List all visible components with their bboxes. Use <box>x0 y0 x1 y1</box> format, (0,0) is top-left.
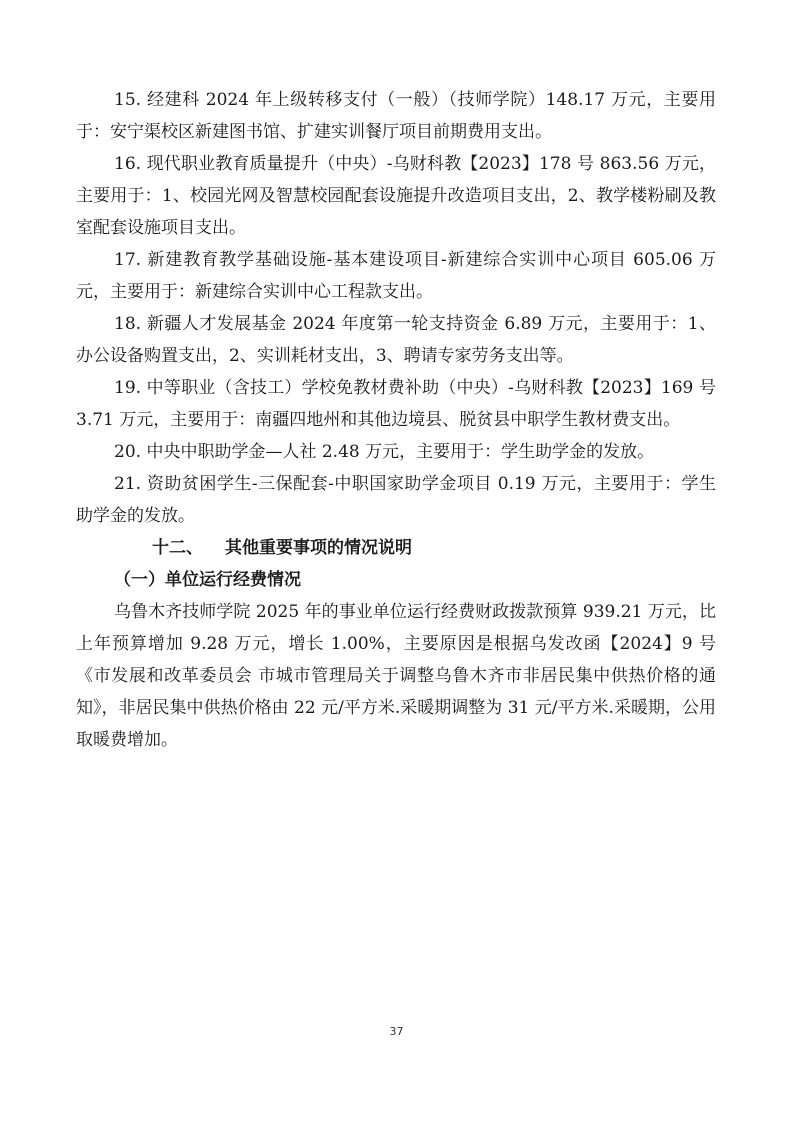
subsection-heading: （一）单位运行经费情况 <box>114 570 301 590</box>
page-number: 37 <box>389 1025 404 1038</box>
section-title: 其他重要事项的情况说明 <box>225 538 412 558</box>
page-content <box>76 84 716 756</box>
body-paragraph: 乌鲁木齐技师学院 2025 年的事业单位运行经费财政拨款预算 939.21 万元，比上年预算增加 9.28 万元，增长 1.00%，主要原因是根据乌发改函【2024】9 号《市发展和改革委员会 市城市管理局关于调整乌鲁木齐市非居民集中供热价格的通知》，非居民集中供热价格由 22 元/平方米.采暖期调整为 31 元/平方米.采暖期，公用取暖费增加。 <box>76 602 716 750</box>
section-number: 十二、 <box>152 538 203 558</box>
list-item-18: 18. 新疆人才发展基金 2024 年度第一轮支持资金 6.89 万元，主要用于：1、办公设备购置支出，2、实训耗材支出，3、聘请专家劳务支出等。 <box>76 314 716 366</box>
section-heading <box>76 532 716 564</box>
list-item-21: 21. 资助贫困学生-三保配套-中职国家助学金项目 0.19 万元，主要用于：学生助学金的发放。 <box>76 474 716 526</box>
list-item-17: 17. 新建教育教学基础设施-基本建设项目-新建综合实训中心项目 605.06 万元，主要用于：新建综合实训中心工程款支出。 <box>76 250 716 302</box>
list-item-16: 16. 现代职业教育质量提升（中央）-乌财科教【2023】178 号 863.56 万元，主要用于：1、校园光网及智慧校园配套设施提升改造项目支出，2、教学楼粉刷及教室配套设施项目支出。 <box>76 154 716 238</box>
list-item-15: 15. 经建科 2024 年上级转移支付（一般）（技师学院）148.17 万元，主要用于：安宁渠校区新建图书馆、扩建实训餐厅项目前期费用支出。 <box>76 90 716 142</box>
list-item-20: 20. 中央中职助学金—人社 2.48 万元，主要用于：学生助学金的发放。 <box>114 442 655 462</box>
list-item-19: 19. 中等职业（含技工）学校免教材费补助（中央）-乌财科教【2023】169 号 3.71 万元，主要用于：南疆四地州和其他边境县、脱贫县中职学生教材费支出。 <box>76 378 716 430</box>
